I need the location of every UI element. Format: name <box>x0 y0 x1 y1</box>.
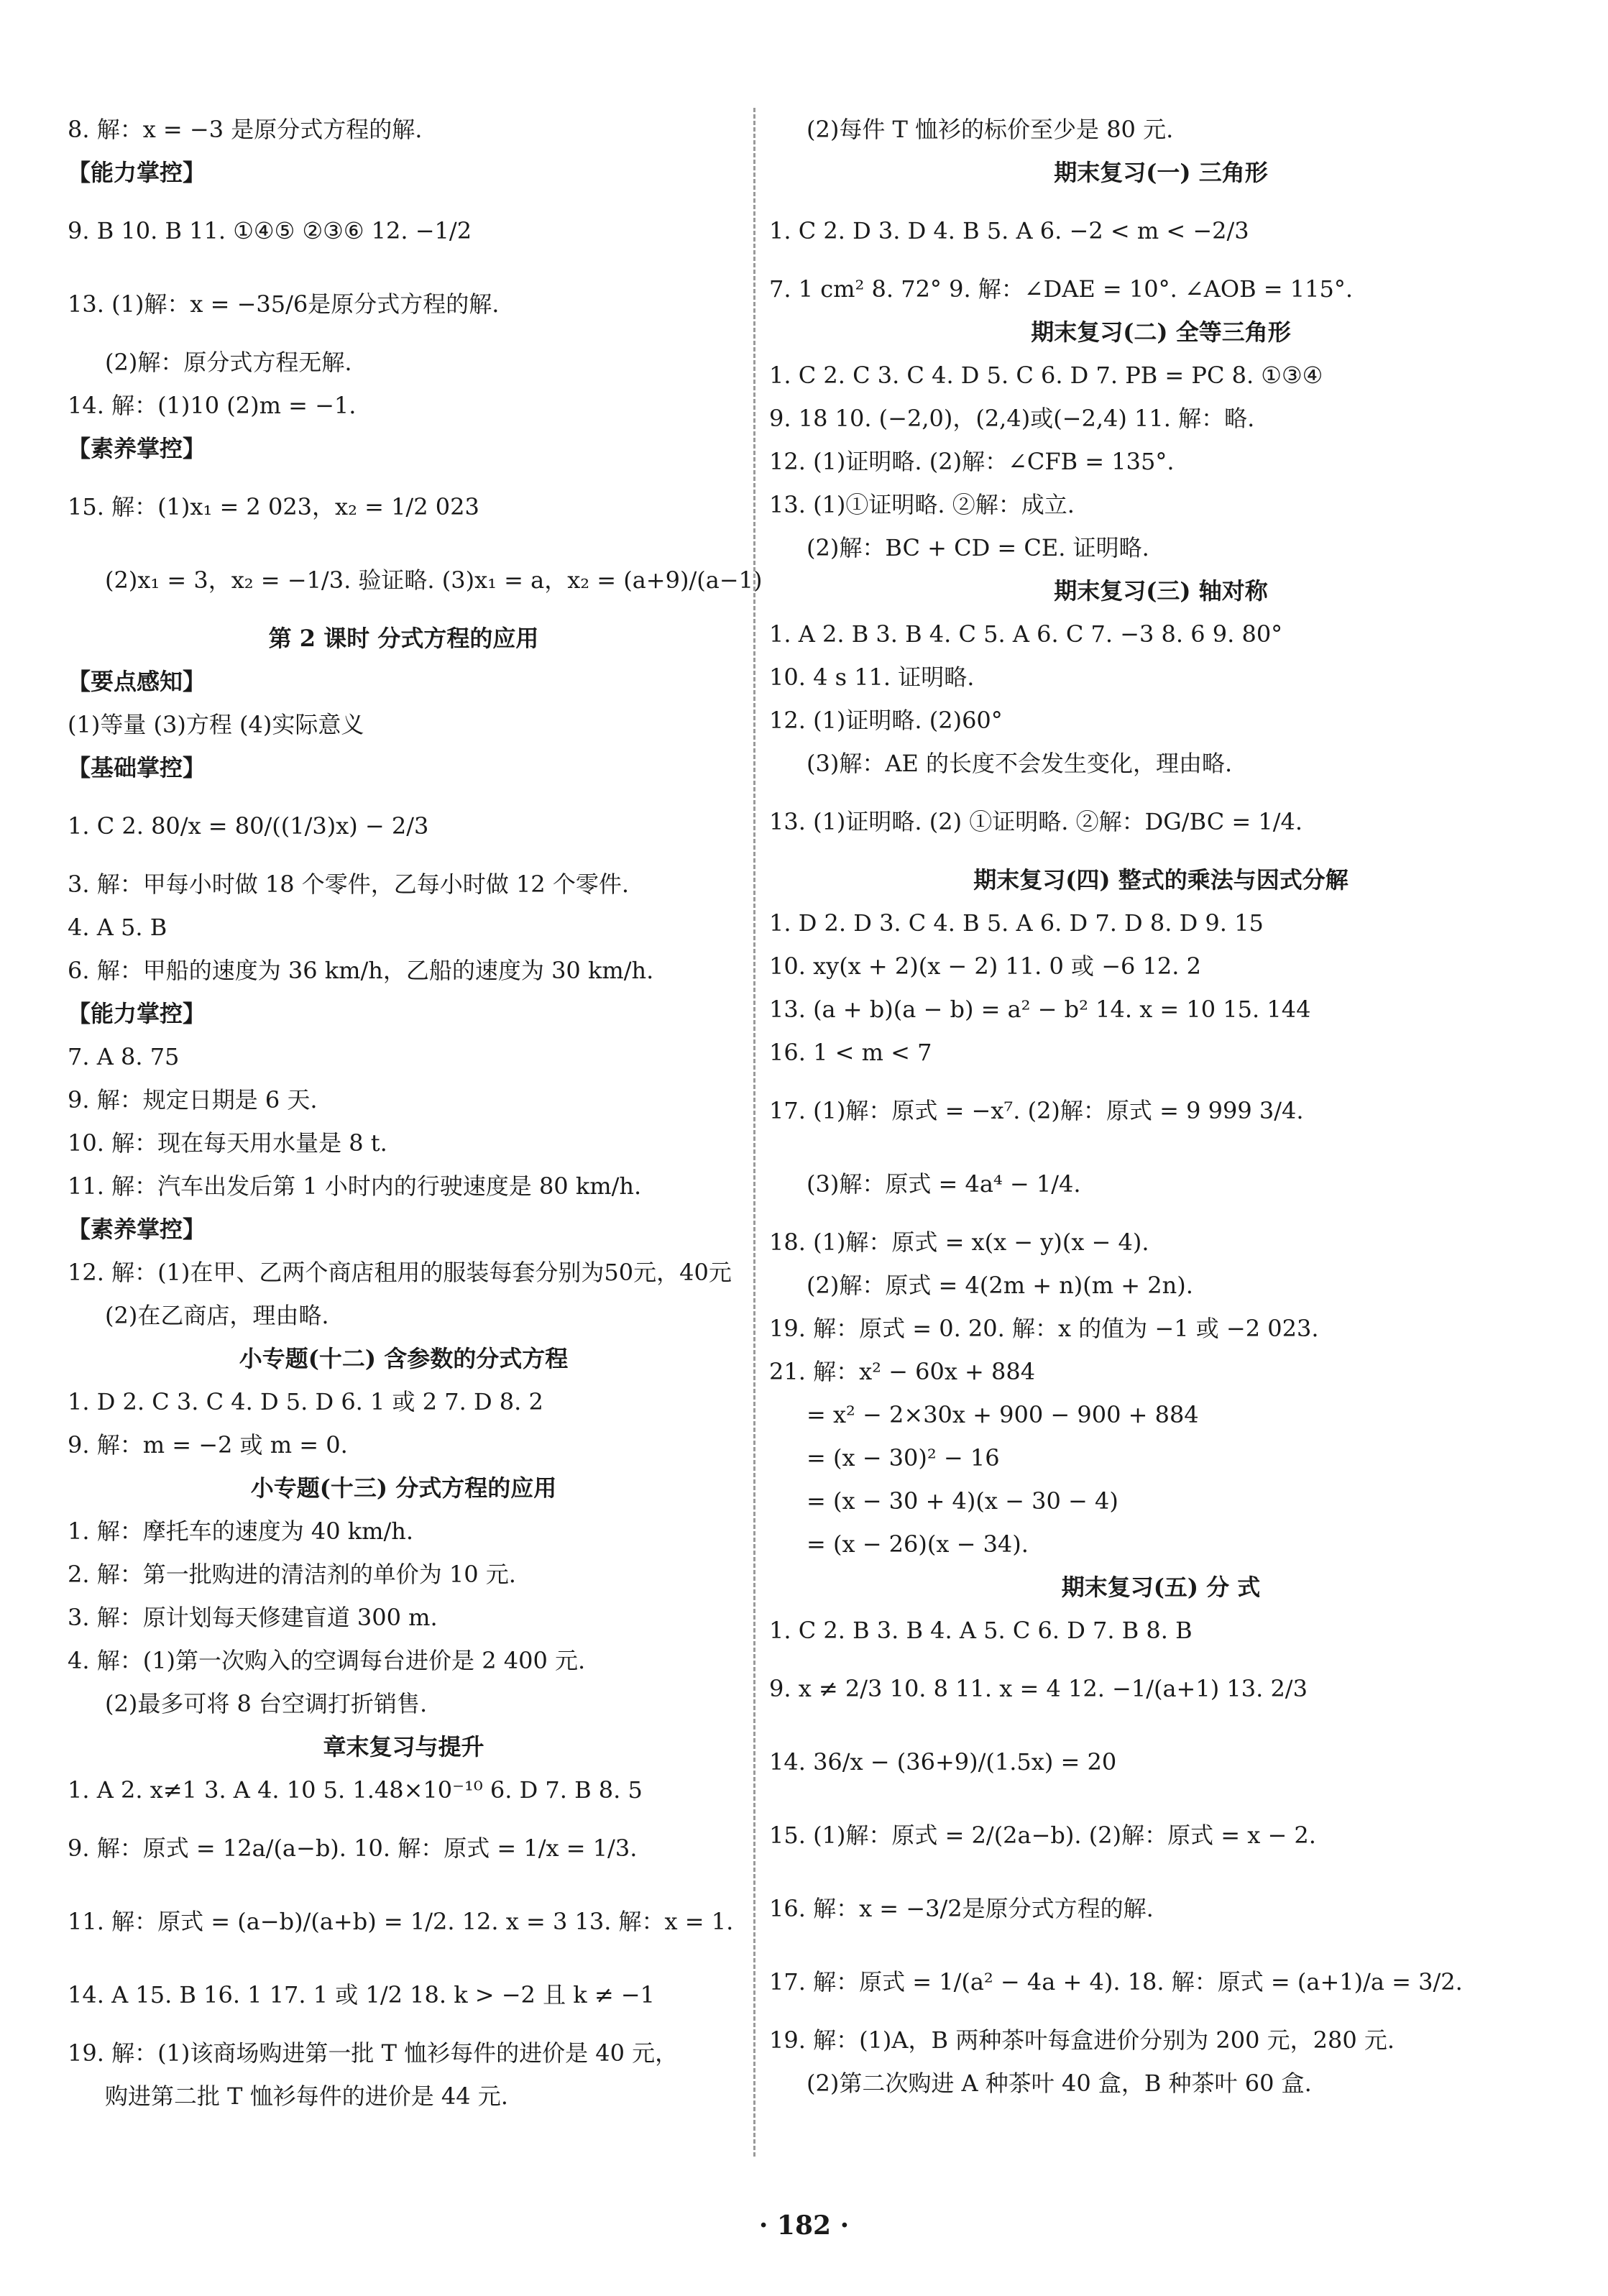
answer-line: 17. 解：原式 = 1/(a² − 4a + 4). 18. 解：原式 = (a+1)/a = 3/2. <box>769 1968 1463 1996</box>
answer-line: (2)最多可将 8 台空调打折销售. <box>105 1690 428 1717</box>
answer-line: 1. C 2. C 3. C 4. D 5. C 6. D 7. PB = PC 8. ①③④ <box>769 362 1323 389</box>
answer-line: 13. (1)解：x = −35/6是原分式方程的解. <box>68 290 500 318</box>
section-heading: 期末复习(四) 整式的乘法与因式分解 <box>973 866 1349 894</box>
section-heading: 期末复习(二) 全等三角形 <box>1031 318 1291 346</box>
subsection-label: 【能力掌控】 <box>68 159 206 186</box>
subsection-label: 【基础掌控】 <box>68 754 206 781</box>
answer-line: 8. 解：x = −3 是原分式方程的解. <box>68 116 423 143</box>
answer-line: 18. (1)解：原式 = x(x − y)(x − 4). <box>769 1229 1149 1256</box>
answer-line: (2)解：原分式方程无解. <box>105 349 352 376</box>
answer-line: 1. C 2. B 3. B 4. A 5. C 6. D 7. B 8. B <box>769 1617 1193 1644</box>
answer-line: 12. 解：(1)在甲、乙两个商店租用的服装每套分别为50元，40元 <box>68 1259 732 1286</box>
answer-line: 1. D 2. C 3. C 4. D 5. D 6. 1 或 2 7. D 8. 2 <box>68 1388 543 1415</box>
answer-line: 1. 解：摩托车的速度为 40 km/h. <box>68 1517 414 1545</box>
answer-line: 4. 解：(1)第一次购入的空调每台进价是 2 400 元. <box>68 1647 586 1674</box>
answer-line: 19. 解：(1)A，B 两种茶叶每盒进价分别为 200 元，280 元. <box>769 2026 1395 2054</box>
section-heading: 第 2 课时 分式方程的应用 <box>268 625 539 652</box>
answer-line: 7. 1 cm² 8. 72° 9. 解：∠DAE = 10°. ∠AOB = 115°. <box>769 275 1354 303</box>
answer-line: 10. 4 s 11. 证明略. <box>769 663 975 691</box>
answer-line: = (x − 26)(x − 34). <box>807 1530 1029 1558</box>
answer-line: 17. (1)解：原式 = −x⁷. (2)解：原式 = 9 999 3/4. <box>769 1097 1304 1124</box>
answer-line: 19. 解：原式 = 0. 20. 解：x 的值为 −1 或 −2 023. <box>769 1315 1319 1342</box>
answer-line: 15. 解：(1)x₁ = 2 023，x₂ = 1/2 023 <box>68 493 479 520</box>
answer-line: 1. A 2. x≠1 3. A 4. 10 5. 1.48×10⁻¹⁰ 6. D 7. B 8. 5 <box>68 1776 643 1804</box>
answer-line: 9. 解：原式 = 12a/(a−b). 10. 解：原式 = 1/x = 1/3. <box>68 1834 638 1862</box>
answer-line: = (x − 30)² − 16 <box>807 1444 1000 1471</box>
answer-line: 13. (1)证明略. (2) ①证明略. ②解：DG/BC = 1/4. <box>769 808 1303 835</box>
answer-line: (3)解：AE 的长度不会发生变化，理由略. <box>807 750 1233 777</box>
answer-line: (2)x₁ = 3，x₂ = −1/3. 验证略. (3)x₁ = a，x₂ = (a+9)/(a−1) <box>105 566 763 594</box>
answer-line: 14. A 15. B 16. 1 17. 1 或 1/2 18. k > −2 且 k ≠ −1 <box>68 1981 655 2008</box>
section-heading: 期末复习(三) 轴对称 <box>1054 577 1268 605</box>
answer-line: 12. (1)证明略. (2)60° <box>769 707 1003 734</box>
answer-line: (3)解：原式 = 4a⁴ − 1/4. <box>807 1170 1081 1198</box>
column-divider <box>753 108 755 2157</box>
section-heading: 章末复习与提升 <box>323 1733 484 1760</box>
answer-line: 2. 解：第一批购进的清洁剂的单价为 10 元. <box>68 1561 516 1588</box>
answer-line: 12. (1)证明略. (2)解：∠CFB = 135°. <box>769 448 1175 475</box>
answer-line: 10. xy(x + 2)(x − 2) 11. 0 或 −6 12. 2 <box>769 952 1201 980</box>
answer-line: = x² − 2×30x + 900 − 900 + 884 <box>807 1401 1199 1428</box>
answer-line: 购进第二批 T 恤衫每件的进价是 44 元. <box>105 2083 508 2110</box>
answer-line: 6. 解：甲船的速度为 36 km/h，乙船的速度为 30 km/h. <box>68 957 654 984</box>
answer-line: 11. 解：原式 = (a−b)/(a+b) = 1/2. 12. x = 3 13. 解：x = 1. <box>68 1908 734 1935</box>
answer-line: 16. 解：x = −3/2是原分式方程的解. <box>769 1895 1154 1922</box>
page-number: · 182 · <box>758 2210 850 2241</box>
answer-line: 19. 解：(1)该商场购进第一批 T 恤衫每件的进价是 40 元， <box>68 2039 679 2067</box>
answer-line: 21. 解：x² − 60x + 884 <box>769 1358 1036 1385</box>
answer-line: 1. C 2. D 3. D 4. B 5. A 6. −2 < m < −2/3 <box>769 217 1249 244</box>
subsection-label: 【素养掌控】 <box>68 435 206 462</box>
subsection-label: 【要点感知】 <box>68 668 206 695</box>
answer-line: 9. 解：规定日期是 6 天. <box>68 1086 318 1113</box>
answer-line: 1. D 2. D 3. C 4. B 5. A 6. D 7. D 8. D 9. 15 <box>769 909 1264 937</box>
answer-line: 15. (1)解：原式 = 2/(2a−b). (2)解：原式 = x − 2. <box>769 1822 1316 1849</box>
answer-line: 3. 解：原计划每天修建盲道 300 m. <box>68 1604 438 1631</box>
answer-line: (2)每件 T 恤衫的标价至少是 80 元. <box>807 116 1174 143</box>
section-heading: 小专题(十二) 含参数的分式方程 <box>239 1345 569 1372</box>
answer-line: (2)第二次购进 A 种茶叶 40 盒，B 种茶叶 60 盒. <box>807 2070 1312 2097</box>
answer-line: (2)解：原式 = 4(2m + n)(m + 2n). <box>807 1272 1193 1299</box>
section-heading: 期末复习(五) 分 式 <box>1061 1574 1261 1601</box>
answer-line: (2)在乙商店，理由略. <box>105 1302 329 1329</box>
answer-line: 13. (a + b)(a − b) = a² − b² 14. x = 10 15. 144 <box>769 996 1311 1023</box>
answer-line: 10. 解：现在每天用水量是 8 t. <box>68 1129 387 1157</box>
answer-line: 7. A 8. 75 <box>68 1043 180 1070</box>
answer-line: (2)解：BC + CD = CE. 证明略. <box>807 534 1149 561</box>
answer-line: 1. A 2. B 3. B 4. C 5. A 6. C 7. −3 8. 6 9. 80° <box>769 620 1283 648</box>
answer-line: 14. 解：(1)10 (2)m = −1. <box>68 392 357 419</box>
answer-line: 9. x ≠ 2/3 10. 8 11. x = 4 12. −1/(a+1) 13. 2/3 <box>769 1675 1308 1702</box>
subsection-label: 【能力掌控】 <box>68 1000 206 1027</box>
answer-line: 4. A 5. B <box>68 914 167 941</box>
answer-line: 11. 解：汽车出发后第 1 小时内的行驶速度是 80 km/h. <box>68 1172 642 1200</box>
section-heading: 小专题(十三) 分式方程的应用 <box>250 1474 557 1502</box>
section-heading: 期末复习(一) 三角形 <box>1054 159 1268 186</box>
answer-line: 9. 18 10. (−2,0)，(2,4)或(−2,4) 11. 解：略. <box>769 405 1255 432</box>
answer-line: 14. 36/x − (36+9)/(1.5x) = 20 <box>769 1748 1117 1776</box>
answer-line: 3. 解：甲每小时做 18 个零件，乙每小时做 12 个零件. <box>68 871 630 898</box>
subsection-label: 【素养掌控】 <box>68 1216 206 1243</box>
answer-line: 9. 解：m = −2 或 m = 0. <box>68 1431 348 1459</box>
answer-line: 16. 1 < m < 7 <box>769 1039 932 1066</box>
answer-line: (1)等量 (3)方程 (4)实际意义 <box>68 711 364 738</box>
answer-line: 13. (1)①证明略. ②解：成立. <box>769 491 1075 518</box>
right-column <box>769 108 1553 2105</box>
answer-line: = (x − 30 + 4)(x − 30 − 4) <box>807 1487 1118 1515</box>
answer-line: 1. C 2. 80/x = 80/((1/3)x) − 2/3 <box>68 812 429 840</box>
left-column <box>68 108 763 2118</box>
answer-line: 9. B 10. B 11. ①④⑤ ②③⑥ 12. −1/2 <box>68 217 472 244</box>
